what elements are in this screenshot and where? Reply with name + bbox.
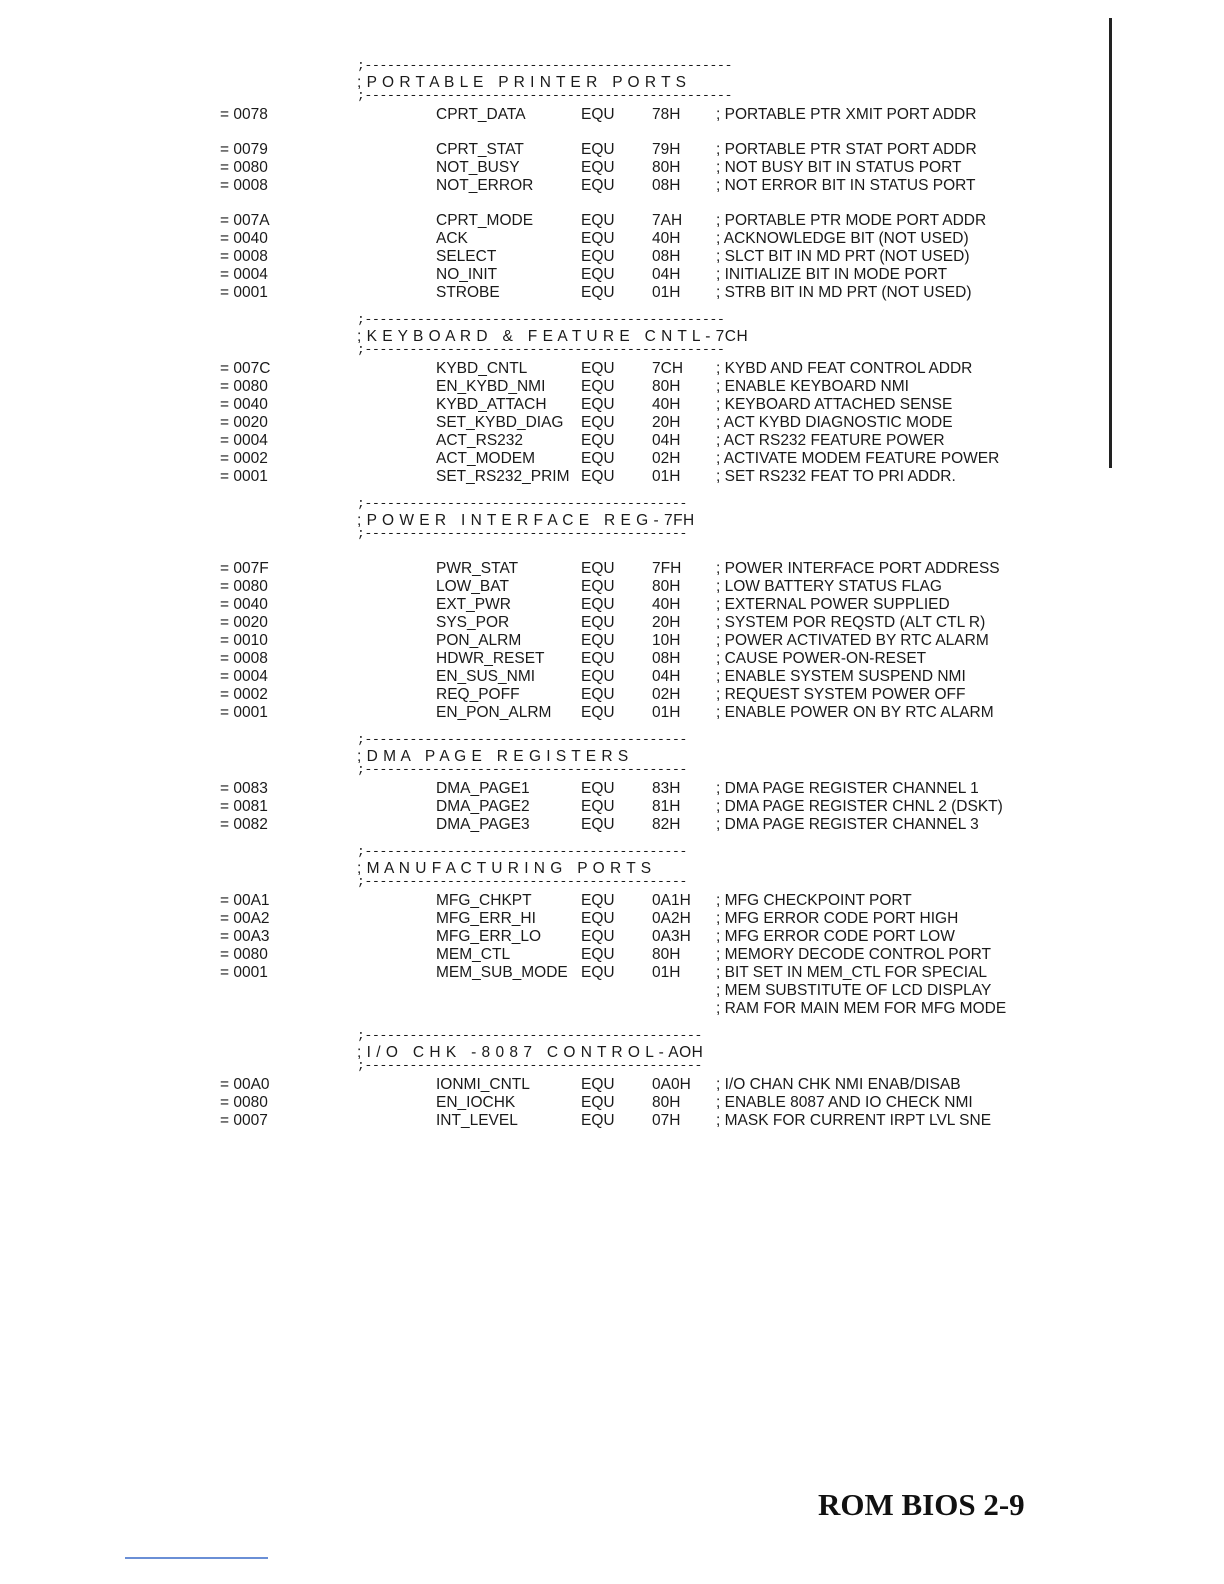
symbol-name: SYS_POR [436, 614, 510, 631]
dash-rule: ;------------------------------------------------ [357, 316, 725, 327]
symbol-name: STROBE [436, 284, 500, 301]
equ-line [0, 360, 1224, 378]
symbol-name: DMA_PAGE2 [436, 798, 530, 815]
hex-value: 02H [652, 450, 681, 467]
page-footer: ROM BIOS 2-9 [818, 1487, 1025, 1522]
equ-directive: EQU [581, 578, 615, 595]
symbol-name: INT_LEVEL [436, 1112, 518, 1129]
hex-value: 01H [652, 468, 681, 485]
equ-group [0, 106, 1224, 124]
dash-rule: ;--------------------------------------------- [357, 1032, 703, 1043]
symbol-name: IONMI_CNTL [436, 1076, 530, 1093]
hex-value: 80H [652, 578, 681, 595]
dash-rule: ;--------------------------------------------- [357, 1062, 703, 1073]
equ-directive: EQU [581, 614, 615, 631]
comment: ; ACKNOWLEDGE BIT (NOT USED) [716, 230, 969, 247]
hex-value: 04H [652, 668, 681, 685]
equ-value: = 00A3 [220, 928, 270, 945]
equ-directive: EQU [581, 212, 615, 229]
equ-value: = 0010 [220, 632, 268, 649]
hex-value: 80H [652, 378, 681, 395]
equ-line [0, 159, 1224, 177]
symbol-name: ACK [436, 230, 468, 247]
equ-value: = 0080 [220, 1094, 268, 1111]
comment: ; MFG ERROR CODE PORT HIGH [716, 910, 959, 927]
comment: ; MEM SUBSTITUTE OF LCD DISPLAY [716, 982, 992, 999]
equ-line [0, 266, 1224, 284]
comment: ; PORTABLE PTR MODE PORT ADDR [716, 212, 987, 229]
symbol-name: EN_KYBD_NMI [436, 378, 546, 395]
comment: ; NOT ERROR BIT IN STATUS PORT [716, 177, 976, 194]
equ-line [0, 596, 1224, 614]
dash-rule: ;------------------------------------------- [357, 530, 688, 541]
dash-rule: ;------------------------------------------- [357, 736, 688, 747]
hex-value: 79H [652, 141, 681, 158]
symbol-name: PON_ALRM [436, 632, 522, 649]
equ-value: = 007C [220, 360, 271, 377]
symbol-name: PWR_STAT [436, 560, 519, 577]
equ-rows [0, 780, 1224, 834]
equ-value: = 00A1 [220, 892, 270, 909]
equ-directive: EQU [581, 668, 615, 685]
comment: ; ENABLE KEYBOARD NMI [716, 378, 909, 395]
equ-value: = 0078 [220, 106, 268, 123]
section-title: ; I / O C H K - 8 0 8 7 C O N T R O L - AOH [357, 1044, 704, 1061]
hex-value: 40H [652, 396, 681, 413]
comment: ; I/O CHAN CHK NMI ENAB/DISAB [716, 1076, 961, 1093]
symbol-name: SET_RS232_PRIM [436, 468, 570, 485]
section-title: ; P O R T A B L E P R I N T E R P O R T S [357, 74, 687, 91]
symbol-name: CPRT_DATA [436, 106, 526, 123]
equ-value: = 007A [220, 212, 270, 229]
comment: ; POWER INTERFACE PORT ADDRESS [716, 560, 1000, 577]
equ-line [0, 212, 1224, 230]
equ-line [0, 284, 1224, 302]
comment: ; PORTABLE PTR XMIT PORT ADDR [716, 106, 977, 123]
equ-directive: EQU [581, 159, 615, 176]
equ-value: = 0004 [220, 432, 268, 449]
symbol-name: MFG_ERR_LO [436, 928, 542, 945]
hex-value: 01H [652, 704, 681, 721]
comment: ; SLCT BIT IN MD PRT (NOT USED) [716, 248, 970, 265]
symbol-name: HDWR_RESET [436, 650, 545, 667]
dash-rule: ;------------------------------------------------- [357, 92, 733, 103]
section-header [357, 736, 1224, 778]
equ-value: = 0008 [220, 650, 268, 667]
dash-rule: ;------------------------------------------- [357, 878, 688, 889]
equ-directive: EQU [581, 686, 615, 703]
hex-value: 02H [652, 686, 681, 703]
equ-line [0, 468, 1224, 486]
section-title: ; P O W E R I N T E R F A C E R E G - 7FH [357, 512, 695, 529]
comment: ; DMA PAGE REGISTER CHANNEL 1 [716, 780, 979, 797]
comment: ; ENABLE POWER ON BY RTC ALARM [716, 704, 994, 721]
equ-group [0, 892, 1224, 1018]
equ-directive: EQU [581, 141, 615, 158]
equ-value: = 0083 [220, 780, 268, 797]
equ-directive: EQU [581, 946, 615, 963]
equ-line [0, 686, 1224, 704]
equ-value: = 0001 [220, 704, 268, 721]
equ-directive: EQU [581, 650, 615, 667]
dash-rule: ;------------------------------------------- [357, 766, 688, 777]
equ-line [0, 632, 1224, 650]
comment: ; NOT BUSY BIT IN STATUS PORT [716, 159, 962, 176]
hex-value: 81H [652, 798, 681, 815]
equ-value: = 0082 [220, 816, 268, 833]
symbol-name: MFG_ERR_HI [436, 910, 536, 927]
equ-directive: EQU [581, 816, 615, 833]
symbol-name: ACT_RS232 [436, 432, 524, 449]
section-title: ; K E Y B O A R D & F E A T U R E C N T L - 7CH [357, 328, 749, 345]
equ-value: = 0008 [220, 177, 268, 194]
equ-rows [0, 106, 1224, 302]
comment: ; MFG ERROR CODE PORT LOW [716, 928, 955, 945]
comment: ; INITIALIZE BIT IN MODE PORT [716, 266, 948, 283]
listing-body [0, 62, 1224, 1144]
equ-line [0, 1112, 1224, 1130]
equ-group [0, 560, 1224, 722]
comment: ; MEMORY DECODE CONTROL PORT [716, 946, 992, 963]
equ-group [0, 360, 1224, 486]
comment: ; BIT SET IN MEM_CTL FOR SPECIAL [716, 964, 988, 981]
comment: ; LOW BATTERY STATUS FLAG [716, 578, 942, 595]
symbol-name: NOT_BUSY [436, 159, 520, 176]
equ-value: = 00A0 [220, 1076, 270, 1093]
comment: ; SET RS232 FEAT TO PRI ADDR. [716, 468, 956, 485]
equ-value: = 0080 [220, 946, 268, 963]
comment: ; DMA PAGE REGISTER CHNL 2 (DSKT) [716, 798, 1003, 815]
hex-value: 0A0H [652, 1076, 691, 1093]
equ-rows [0, 360, 1224, 486]
comment: ; PORTABLE PTR STAT PORT ADDR [716, 141, 977, 158]
hex-value: 80H [652, 946, 681, 963]
hex-value: 10H [652, 632, 681, 649]
equ-value: = 00A2 [220, 910, 270, 927]
hex-value: 7CH [652, 360, 684, 377]
equ-directive: EQU [581, 396, 615, 413]
comment: ; STRB BIT IN MD PRT (NOT USED) [716, 284, 972, 301]
equ-line [0, 414, 1224, 432]
equ-directive: EQU [581, 266, 615, 283]
symbol-name: EXT_PWR [436, 596, 511, 613]
hex-value: 08H [652, 177, 681, 194]
dash-rule: ;------------------------------------------- [357, 500, 688, 511]
symbol-name: NOT_ERROR [436, 177, 534, 194]
hex-value: 08H [652, 650, 681, 667]
comment: ; POWER ACTIVATED BY RTC ALARM [716, 632, 989, 649]
equ-line [0, 141, 1224, 159]
equ-directive: EQU [581, 632, 615, 649]
hex-value: 7AH [652, 212, 683, 229]
equ-value: = 0040 [220, 230, 268, 247]
symbol-name: EN_IOCHK [436, 1094, 516, 1111]
section-header [357, 848, 1224, 890]
hex-value: 40H [652, 596, 681, 613]
comment: ; ENABLE SYSTEM SUSPEND NMI [716, 668, 966, 685]
equ-line [0, 1094, 1224, 1112]
equ-line [0, 982, 1224, 1000]
scan-edge-line [125, 1557, 268, 1559]
equ-line [0, 780, 1224, 798]
comment: ; REQUEST SYSTEM POWER OFF [716, 686, 966, 703]
hex-value: 82H [652, 816, 681, 833]
equ-section [0, 736, 1224, 834]
dash-rule: ;------------------------------------------------- [357, 62, 733, 73]
equ-directive: EQU [581, 468, 615, 485]
equ-value: = 0040 [220, 396, 268, 413]
equ-line [0, 946, 1224, 964]
equ-value: = 0001 [220, 964, 268, 981]
section-header [357, 500, 1224, 542]
symbol-name: SET_KYBD_DIAG [436, 414, 564, 431]
equ-section [0, 500, 1224, 722]
hex-value: 7FH [652, 560, 682, 577]
equ-line [0, 928, 1224, 946]
equ-line [0, 964, 1224, 982]
equ-directive: EQU [581, 1094, 615, 1111]
hex-value: 0A3H [652, 928, 691, 945]
equ-directive: EQU [581, 964, 615, 981]
section-title: ; M A N U F A C T U R I N G P O R T S [357, 860, 652, 877]
equ-rows [0, 1076, 1224, 1130]
equ-directive: EQU [581, 177, 615, 194]
equ-directive: EQU [581, 432, 615, 449]
equ-value: = 0002 [220, 686, 268, 703]
symbol-name: CPRT_MODE [436, 212, 534, 229]
equ-line [0, 432, 1224, 450]
equ-line [0, 177, 1224, 195]
symbol-name: KYBD_ATTACH [436, 396, 547, 413]
hex-value: 83H [652, 780, 681, 797]
symbol-name: LOW_BAT [436, 578, 509, 595]
equ-directive: EQU [581, 414, 615, 431]
hex-value: 80H [652, 1094, 681, 1111]
equ-value: = 0007 [220, 1112, 268, 1129]
hex-value: 0A1H [652, 892, 691, 909]
hex-value: 04H [652, 266, 681, 283]
section-header [357, 1032, 1224, 1074]
equ-value: = 0001 [220, 284, 268, 301]
symbol-name: REQ_POFF [436, 686, 520, 703]
equ-line [0, 230, 1224, 248]
comment: ; KYBD AND FEAT CONTROL ADDR [716, 360, 973, 377]
equ-directive: EQU [581, 1112, 615, 1129]
comment: ; CAUSE POWER-ON-RESET [716, 650, 927, 667]
equ-line [0, 1000, 1224, 1018]
hex-value: 78H [652, 106, 681, 123]
equ-line [0, 668, 1224, 686]
equ-directive: EQU [581, 284, 615, 301]
equ-value: = 0020 [220, 414, 268, 431]
equ-value: = 0001 [220, 468, 268, 485]
equ-line [0, 650, 1224, 668]
symbol-name: SELECT [436, 248, 497, 265]
equ-section [0, 316, 1224, 486]
equ-directive: EQU [581, 360, 615, 377]
equ-value: = 0004 [220, 266, 268, 283]
equ-line [0, 704, 1224, 722]
symbol-name: KYBD_CNTL [436, 360, 528, 377]
equ-line [0, 1076, 1224, 1094]
equ-directive: EQU [581, 780, 615, 797]
symbol-name: MEM_SUB_MODE [436, 964, 568, 981]
equ-directive: EQU [581, 230, 615, 247]
equ-value: = 0020 [220, 614, 268, 631]
symbol-name: NO_INIT [436, 266, 498, 283]
symbol-name: MFG_CHKPT [436, 892, 532, 909]
equ-directive: EQU [581, 596, 615, 613]
hex-value: 01H [652, 284, 681, 301]
equ-line [0, 614, 1224, 632]
dash-rule: ;------------------------------------------------ [357, 346, 725, 357]
hex-value: 04H [652, 432, 681, 449]
equ-directive: EQU [581, 892, 615, 909]
hex-value: 20H [652, 614, 681, 631]
equ-directive: EQU [581, 450, 615, 467]
equ-directive: EQU [581, 378, 615, 395]
equ-section [0, 62, 1224, 302]
comment: ; ENABLE 8087 AND IO CHECK NMI [716, 1094, 973, 1111]
equ-line [0, 910, 1224, 928]
hex-value: 07H [652, 1112, 681, 1129]
comment: ; ACT KYBD DIAGNOSTIC MODE [716, 414, 953, 431]
equ-group [0, 212, 1224, 302]
equ-value: = 007F [220, 560, 269, 577]
equ-line [0, 798, 1224, 816]
comment: ; RAM FOR MAIN MEM FOR MFG MODE [716, 1000, 1007, 1017]
symbol-name: ACT_MODEM [436, 450, 536, 467]
comment: ; SYSTEM POR REQSTD (ALT CTL R) [716, 614, 986, 631]
equ-value: = 0040 [220, 596, 268, 613]
equ-value: = 0008 [220, 248, 268, 265]
symbol-name: DMA_PAGE1 [436, 780, 530, 797]
equ-line [0, 248, 1224, 266]
equ-rows [0, 560, 1224, 722]
section-header [357, 316, 1224, 358]
equ-value: = 0080 [220, 578, 268, 595]
equ-group [0, 141, 1224, 195]
equ-line [0, 578, 1224, 596]
equ-line [0, 450, 1224, 468]
comment: ; MFG CHECKPOINT PORT [716, 892, 912, 909]
equ-line [0, 892, 1224, 910]
comment: ; EXTERNAL POWER SUPPLIED [716, 596, 950, 613]
equ-directive: EQU [581, 248, 615, 265]
symbol-name: DMA_PAGE3 [436, 816, 530, 833]
equ-value: = 0080 [220, 378, 268, 395]
hex-value: 0A2H [652, 910, 691, 927]
comment: ; ACTIVATE MODEM FEATURE POWER [716, 450, 1000, 467]
section-title: ; D M A P A G E R E G I S T E R S [357, 748, 629, 765]
equ-section [0, 848, 1224, 1018]
equ-directive: EQU [581, 1076, 615, 1093]
equ-line [0, 396, 1224, 414]
equ-value: = 0004 [220, 668, 268, 685]
symbol-name: CPRT_STAT [436, 141, 524, 158]
equ-line [0, 106, 1224, 124]
equ-group [0, 780, 1224, 834]
hex-value: 40H [652, 230, 681, 247]
hex-value: 08H [652, 248, 681, 265]
comment: ; MASK FOR CURRENT IRPT LVL SNE [716, 1112, 992, 1129]
equ-directive: EQU [581, 928, 615, 945]
equ-directive: EQU [581, 560, 615, 577]
equ-value: = 0081 [220, 798, 268, 815]
equ-value: = 0080 [220, 159, 268, 176]
equ-value: = 0002 [220, 450, 268, 467]
equ-directive: EQU [581, 106, 615, 123]
equ-directive: EQU [581, 910, 615, 927]
comment: ; KEYBOARD ATTACHED SENSE [716, 396, 953, 413]
equ-line [0, 560, 1224, 578]
symbol-name: EN_PON_ALRM [436, 704, 552, 721]
comment: ; DMA PAGE REGISTER CHANNEL 3 [716, 816, 979, 833]
comment: ; ACT RS232 FEATURE POWER [716, 432, 945, 449]
equ-directive: EQU [581, 704, 615, 721]
symbol-name: EN_SUS_NMI [436, 668, 536, 685]
equ-line [0, 378, 1224, 396]
dash-rule: ;------------------------------------------- [357, 848, 688, 859]
symbol-name: MEM_CTL [436, 946, 511, 963]
equ-directive: EQU [581, 798, 615, 815]
hex-value: 20H [652, 414, 681, 431]
equ-rows [0, 892, 1224, 1018]
equ-line [0, 816, 1224, 834]
equ-value: = 0079 [220, 141, 268, 158]
equ-group [0, 1076, 1224, 1130]
section-header [357, 62, 1224, 104]
equ-section [0, 1032, 1224, 1130]
hex-value: 01H [652, 964, 681, 981]
hex-value: 80H [652, 159, 681, 176]
